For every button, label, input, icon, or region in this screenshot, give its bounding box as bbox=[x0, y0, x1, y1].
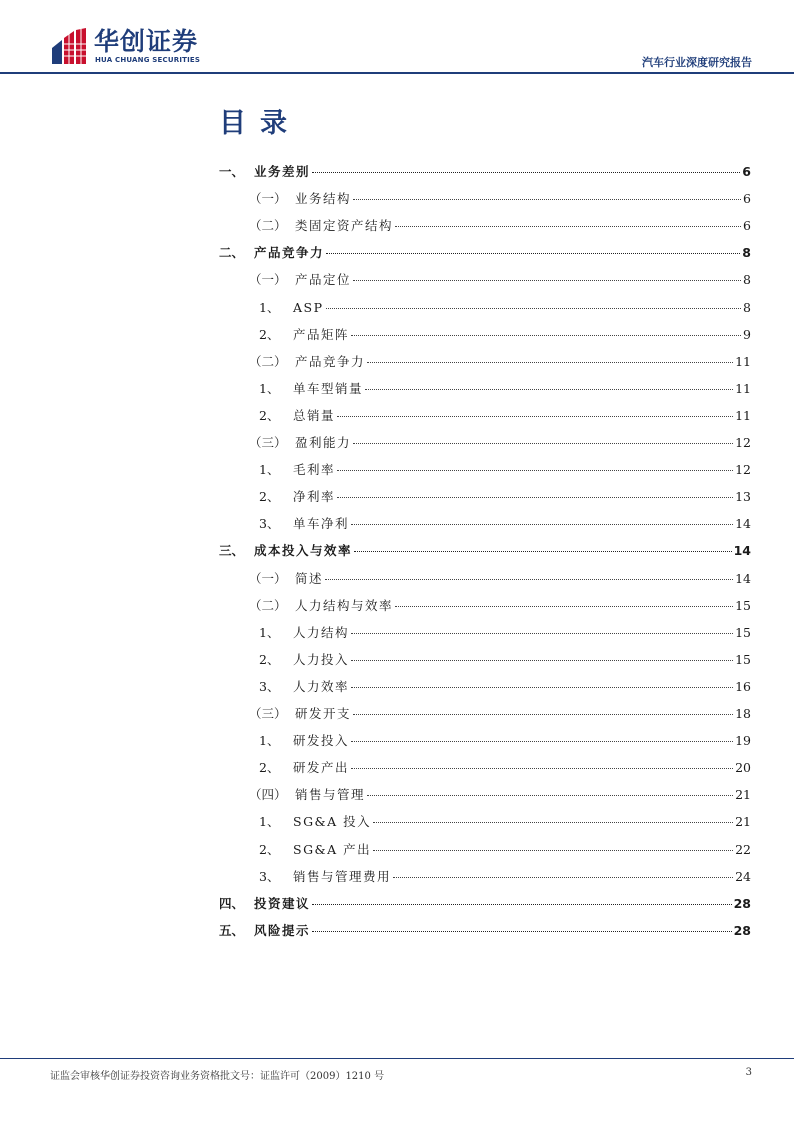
toc-entry-number: 1、 bbox=[259, 814, 280, 830]
toc-entry-page: 22 bbox=[735, 841, 751, 857]
toc-entry-title: 产品矩阵 bbox=[293, 326, 350, 342]
toc-entry-page: 11 bbox=[735, 353, 751, 369]
header-divider bbox=[0, 72, 794, 74]
toc-entry[interactable] bbox=[219, 349, 751, 375]
toc-leader-dots bbox=[373, 822, 733, 823]
toc-entry[interactable] bbox=[219, 674, 751, 700]
toc-entry-number: 1、 bbox=[259, 380, 280, 396]
toc-entry-title: 人力结构 bbox=[293, 624, 350, 640]
toc-entry[interactable] bbox=[219, 240, 751, 266]
toc-entry-number: 2、 bbox=[259, 841, 280, 857]
toc-entry-number: 二、 bbox=[219, 245, 245, 261]
toc-entry-number: 3、 bbox=[259, 678, 280, 694]
toc-entry[interactable] bbox=[219, 376, 751, 402]
toc-entry-number: 2、 bbox=[259, 407, 280, 423]
toc-entry-title: 销售与管理 bbox=[295, 787, 366, 803]
toc-entry[interactable] bbox=[219, 511, 751, 537]
toc-leader-dots bbox=[367, 362, 733, 363]
toc-entry-title: 产品竞争力 bbox=[295, 353, 366, 369]
toc-entry-number: （一） bbox=[249, 191, 287, 207]
toc-entry[interactable] bbox=[219, 430, 751, 456]
toc-entry-number: （二） bbox=[249, 353, 287, 369]
toc-entry-page: 8 bbox=[743, 299, 751, 315]
toc-entry-page: 18 bbox=[735, 706, 751, 721]
toc-entry-page: 12 bbox=[735, 435, 751, 450]
toc-entry-number: 1、 bbox=[259, 624, 280, 640]
logo-mark-icon bbox=[50, 28, 88, 64]
toc-entry-page: 12 bbox=[735, 462, 751, 478]
toc-leader-dots bbox=[353, 280, 741, 281]
toc-entry-title: 单车型销量 bbox=[293, 380, 364, 396]
toc-leader-dots bbox=[365, 389, 733, 390]
toc-entry-page: 6 bbox=[742, 164, 751, 179]
toc-entry[interactable] bbox=[219, 701, 751, 727]
toc-entry-title: 风险提示 bbox=[254, 922, 311, 938]
toc-leader-dots bbox=[351, 335, 741, 336]
toc-entry-page: 19 bbox=[735, 733, 751, 749]
toc-entry[interactable] bbox=[219, 566, 751, 592]
toc-entry-page: 24 bbox=[735, 868, 751, 884]
toc-leader-dots bbox=[337, 470, 733, 471]
toc-entry-title: 毛利率 bbox=[293, 462, 336, 478]
toc-leader-dots bbox=[393, 877, 733, 878]
toc-leader-dots bbox=[312, 172, 740, 173]
toc-entry-title: SG&A 产出 bbox=[293, 841, 372, 857]
toc-leader-dots bbox=[395, 226, 741, 227]
toc-entry[interactable] bbox=[219, 593, 751, 619]
toc-entry[interactable] bbox=[219, 484, 751, 510]
toc-entry-number: （三） bbox=[249, 706, 287, 721]
toc-entry-title: 简述 bbox=[295, 570, 324, 586]
toc-entry-title: 总销量 bbox=[293, 407, 336, 423]
toc-entry-page: 21 bbox=[735, 787, 751, 803]
toc-leader-dots bbox=[373, 850, 733, 851]
toc-entry-number: 四、 bbox=[219, 895, 245, 911]
toc-entry[interactable] bbox=[219, 755, 751, 781]
toc-entry[interactable] bbox=[219, 457, 751, 483]
page-header bbox=[0, 0, 794, 76]
toc-entry-number: 3、 bbox=[259, 516, 280, 532]
toc-leader-dots bbox=[351, 687, 733, 688]
toc-leader-dots bbox=[367, 795, 733, 796]
toc-entry-number: （四） bbox=[249, 787, 287, 803]
toc-leader-dots bbox=[312, 931, 732, 932]
toc-entry-page: 15 bbox=[735, 651, 751, 667]
toc-entry-page: 11 bbox=[735, 380, 751, 396]
toc-entry-title: 单车净利 bbox=[293, 516, 350, 532]
toc-entry-page: 28 bbox=[733, 895, 751, 911]
toc-entry-number: （二） bbox=[249, 218, 287, 234]
toc-leader-dots bbox=[326, 253, 740, 254]
toc-entry[interactable] bbox=[219, 837, 751, 863]
toc-leader-dots bbox=[337, 497, 733, 498]
toc-leader-dots bbox=[351, 633, 733, 634]
toc-entry-page: 28 bbox=[733, 922, 751, 938]
toc-entry[interactable] bbox=[219, 322, 751, 348]
toc-entry-number: 1、 bbox=[259, 462, 280, 478]
toc-entry-number: 2、 bbox=[259, 489, 280, 505]
toc-entry-page: 14 bbox=[735, 570, 751, 586]
toc-entry-title: 类固定资产结构 bbox=[295, 218, 394, 234]
toc-heading: 目录 bbox=[219, 108, 301, 139]
toc-entry-title: 业务差别 bbox=[254, 164, 311, 179]
toc-entry-number: 2、 bbox=[259, 326, 280, 342]
toc-leader-dots bbox=[395, 606, 733, 607]
toc-entry[interactable] bbox=[219, 403, 751, 429]
footer-disclaimer: 证监会审核华创证券投资咨询业务资格批文号：证监许可（2009）1210 号 bbox=[50, 1071, 385, 1082]
toc-entry-number: （二） bbox=[249, 597, 287, 613]
toc-entry-title: 业务结构 bbox=[295, 191, 352, 207]
toc-entry[interactable] bbox=[219, 295, 751, 321]
toc-entry-page: 8 bbox=[742, 245, 751, 261]
toc-entry-number: 2、 bbox=[259, 651, 280, 667]
toc-entry-number: 三、 bbox=[219, 543, 245, 559]
toc-entry-title: 研发开支 bbox=[295, 706, 352, 721]
toc-entry-page: 14 bbox=[735, 516, 751, 532]
toc-entry-title: 产品定位 bbox=[295, 272, 352, 288]
toc-leader-dots bbox=[351, 660, 733, 661]
toc-entry[interactable] bbox=[219, 186, 751, 212]
toc-entry-title: 研发产出 bbox=[293, 760, 350, 776]
toc-leader-dots bbox=[353, 714, 733, 715]
toc-entry-title: 人力效率 bbox=[293, 678, 350, 694]
toc-entry-number: （一） bbox=[249, 570, 287, 586]
page-number: 3 bbox=[745, 1067, 752, 1078]
toc-entry-number: （三） bbox=[249, 435, 287, 450]
toc-entry-number: 2、 bbox=[259, 760, 280, 776]
toc-entry[interactable] bbox=[219, 918, 751, 944]
toc-entry-page: 21 bbox=[735, 814, 751, 830]
toc-entry-title: 投资建议 bbox=[254, 895, 311, 911]
toc-entry-title: 人力结构与效率 bbox=[295, 597, 394, 613]
toc-entry-page: 8 bbox=[743, 272, 751, 288]
toc-entry-title: 产品竞争力 bbox=[254, 245, 325, 261]
toc-entry-title: 成本投入与效率 bbox=[254, 543, 353, 559]
toc-entry[interactable] bbox=[219, 538, 751, 564]
toc-entry-page: 14 bbox=[733, 543, 751, 559]
toc-entry-number: 一、 bbox=[219, 164, 245, 179]
footer-divider bbox=[0, 1058, 794, 1059]
toc-entry-title: 盈利能力 bbox=[295, 435, 352, 450]
toc-leader-dots bbox=[326, 308, 742, 309]
toc-entry[interactable] bbox=[219, 782, 751, 808]
toc-entry-title: 净利率 bbox=[293, 489, 336, 505]
toc-entry[interactable] bbox=[219, 809, 751, 835]
toc-entry[interactable] bbox=[219, 891, 751, 917]
toc-entry-page: 16 bbox=[735, 678, 751, 694]
toc-entry-number: 五、 bbox=[219, 922, 245, 938]
toc-entry[interactable] bbox=[219, 159, 751, 185]
toc-leader-dots bbox=[337, 416, 733, 417]
toc-leader-dots bbox=[325, 579, 733, 580]
toc-leader-dots bbox=[312, 904, 732, 905]
report-title: 汽车行业深度研究报告 bbox=[642, 56, 752, 69]
toc-entry-title: ASP bbox=[293, 299, 324, 315]
toc-entry-number: （一） bbox=[249, 272, 287, 288]
toc-entry-page: 11 bbox=[735, 407, 751, 423]
toc-entry-title: 销售与管理费用 bbox=[293, 868, 392, 884]
toc-leader-dots bbox=[353, 199, 741, 200]
toc-leader-dots bbox=[351, 768, 733, 769]
company-logo bbox=[50, 28, 250, 68]
toc-entry[interactable] bbox=[219, 728, 751, 754]
logo-english-name: HUA CHUANG SECURITIES bbox=[95, 56, 201, 64]
toc-entry-page: 15 bbox=[735, 597, 751, 613]
toc-entry-number: 1、 bbox=[259, 733, 280, 749]
toc-entry-title: 人力投入 bbox=[293, 651, 350, 667]
toc-entry-title: SG&A 投入 bbox=[293, 814, 372, 830]
logo-chinese-name: 华创证券 bbox=[94, 27, 199, 56]
toc-leader-dots bbox=[354, 551, 732, 552]
toc-entry[interactable] bbox=[219, 647, 751, 673]
toc-entry-page: 13 bbox=[735, 489, 751, 505]
toc-entry-number: 1、 bbox=[259, 299, 280, 315]
toc-entry[interactable] bbox=[219, 213, 751, 239]
toc-entry-page: 6 bbox=[743, 218, 751, 234]
toc-entry[interactable] bbox=[219, 267, 751, 293]
toc-entry-page: 15 bbox=[735, 624, 751, 640]
toc-entry-page: 9 bbox=[743, 326, 751, 342]
toc-leader-dots bbox=[351, 524, 733, 525]
toc-leader-dots bbox=[353, 443, 733, 444]
toc-entry-page: 20 bbox=[735, 760, 751, 776]
toc-leader-dots bbox=[351, 741, 733, 742]
toc-entry-title: 研发投入 bbox=[293, 733, 350, 749]
toc-entry[interactable] bbox=[219, 620, 751, 646]
toc-entry[interactable] bbox=[219, 864, 751, 890]
toc-entry-page: 6 bbox=[743, 191, 751, 207]
toc-entry-number: 3、 bbox=[259, 868, 280, 884]
